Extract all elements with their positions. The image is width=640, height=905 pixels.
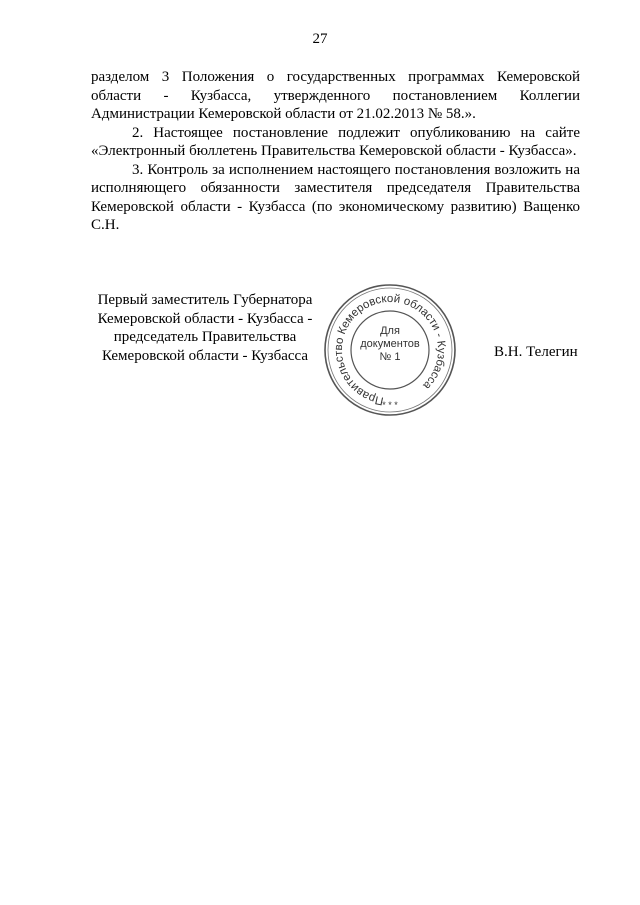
page-number: 27 (312, 31, 328, 47)
signatory-title-line: Кемеровской области - Кузбасса (101, 347, 309, 364)
seal-inner-ring (328, 288, 452, 412)
paragraph-control: 3. Контроль за исполнением настоящего постановления возложить на исполняющего обязанности заместителя председателя Правительства Кемеровской области - Кузбасса (по экономическому развитию) Ващенко С.Н. (91, 161, 580, 233)
seal-center-line: № 1 (379, 351, 401, 363)
paragraph-publication: 2. Настоящее постановление подлежит опубликованию на сайте «Электронный бюллетень Правительства Кемеровской области - Кузбасса». (91, 124, 580, 159)
official-seal (322, 282, 458, 418)
seal-center-line: Для (380, 325, 400, 337)
seal-stars: * * * (382, 400, 398, 410)
signatory-name: В.Н. Телегин (494, 344, 578, 360)
signatory-title-line: председатель Правительства (113, 329, 297, 345)
paragraph-continuation: разделом 3 Положения о государственных программах Кемеровской области - Кузбасса, утвержденного постановлением Коллегии Администрации Кемеровской области от 21.02.2013 № 58.». (91, 69, 580, 122)
signatory-title-line: Первый заместитель Губернатора (97, 292, 313, 308)
seal-center-ring (351, 311, 429, 389)
seal-center-line: документов (360, 338, 420, 350)
seal-ring-text: Правительство Кемеровской области - Кузбасса (332, 292, 448, 407)
signatory-title (92, 291, 318, 365)
body-text (91, 68, 580, 235)
signatory-title-line: Кемеровской области - Кузбасса - (97, 310, 313, 327)
